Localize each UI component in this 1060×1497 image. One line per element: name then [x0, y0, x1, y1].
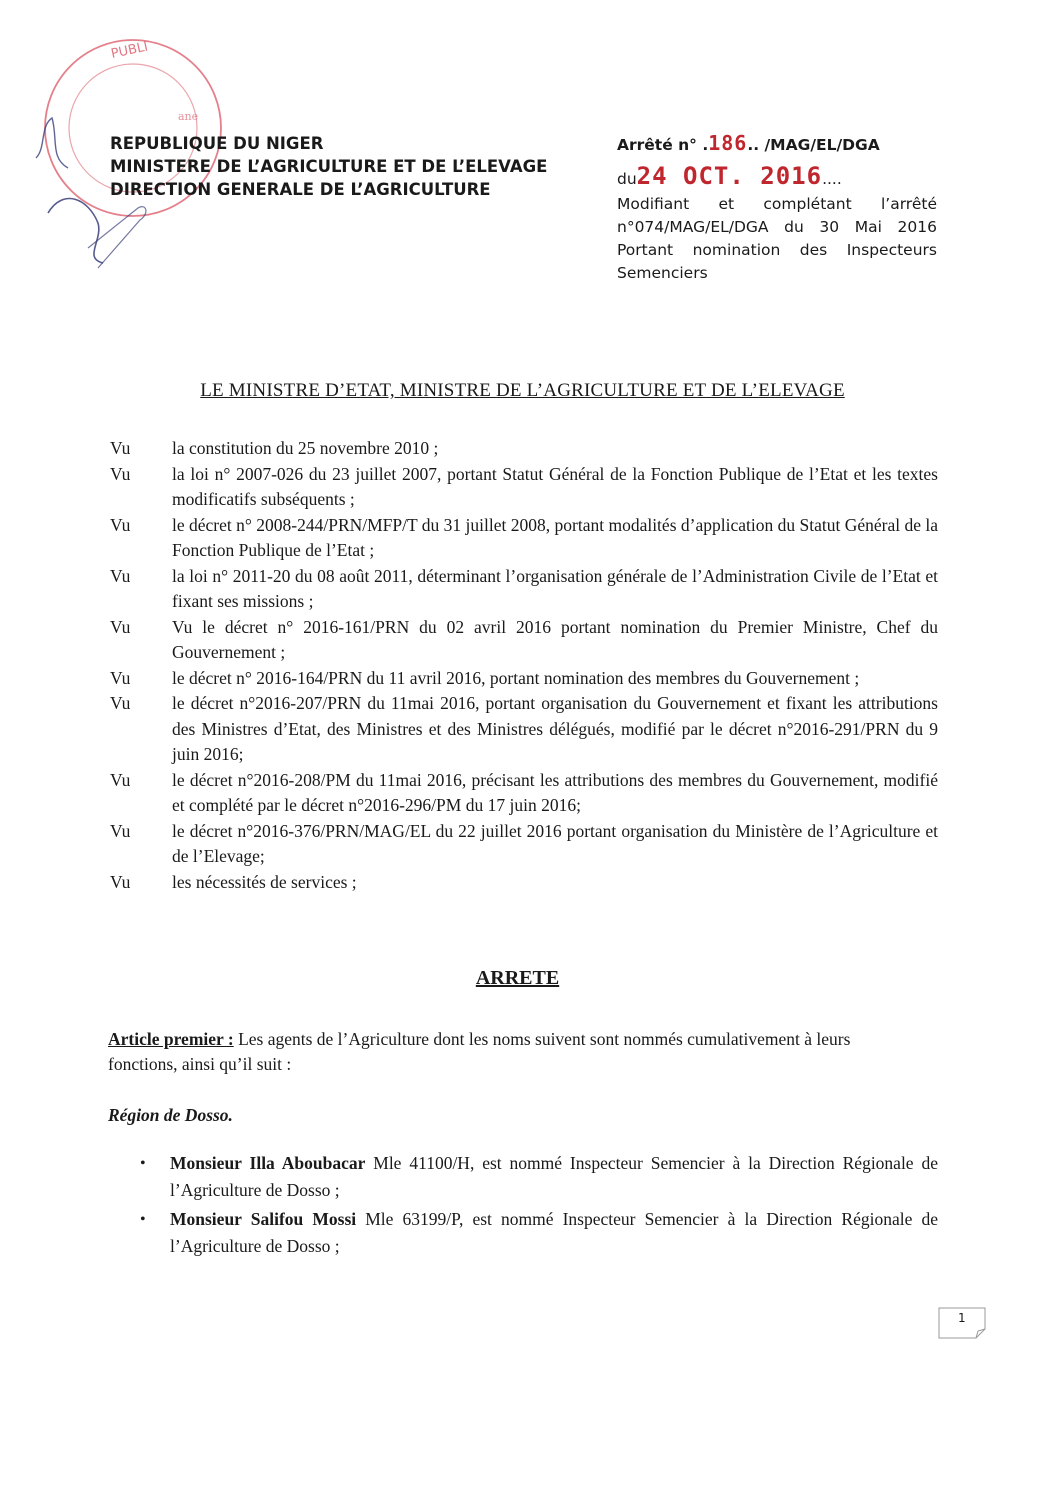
consideration-item: [110, 436, 938, 462]
consideration-text: le décret n°2016-208/PM du 11mai 2016, précisant les attributions des membres du Gouvernement, modifié et complété par le décret n°2016-296/PM du 17 juin 2016;: [172, 769, 938, 815]
svg-text:PUBLI: PUBLI: [109, 39, 150, 62]
appointment-text: [170, 1206, 938, 1260]
consideration-item: [110, 666, 938, 692]
consideration-label: Vu: [110, 820, 131, 841]
consideration-item: [110, 691, 938, 768]
article-label: Article premier :: [108, 1029, 234, 1049]
consideration-text: la loi n° 2007-026 du 23 juillet 2007, portant Statut Général de la Fonction Publique de l’Etat et les textes modificatifs subséquents ;: [172, 463, 938, 509]
consideration-item: [110, 615, 938, 666]
consideration-text: les nécessités de services ;: [172, 871, 357, 892]
appointee-name: Monsieur Illa Aboubacar: [170, 1153, 366, 1173]
bullet-icon: •: [140, 1211, 146, 1228]
consideration-label: Vu: [110, 769, 131, 790]
consideration-item: [110, 870, 938, 896]
consideration-label: Vu: [110, 514, 131, 535]
consideration-item: [110, 564, 938, 615]
page-number: 1: [958, 1311, 966, 1325]
header-ministry: MINISTERE DE L’AGRICULTURE ET DE L’ELEVAGE: [110, 157, 548, 176]
consideration-label: Vu: [110, 871, 131, 892]
decree-number-line: Arrêté n° .186.. /MAG/EL/DGA: [617, 131, 880, 155]
consideration-text: le décret n°2016-207/PRN du 11mai 2016, portant organisation du Gouvernement et fixant les attributions des Ministres d’Etat, des Ministres et des Ministres délégués, modifié par le décret n°2016-291/PRN du 9 juin 2016;: [172, 693, 938, 764]
appointment-item: [140, 1150, 938, 1204]
decree-number-prefix: Arrêté n°: [617, 136, 697, 154]
appointment-item: [140, 1206, 938, 1260]
consideration-item: [110, 462, 938, 513]
ministry-header: [110, 132, 547, 201]
bullet-icon: •: [140, 1155, 146, 1172]
article-premier: [108, 1027, 868, 1077]
consideration-label: Vu: [110, 438, 131, 458]
consideration-label: Vu: [110, 463, 131, 484]
appointee-name: Monsieur Salifou Mossi: [170, 1209, 357, 1229]
decree-subject: Modifiant et complétant l’arrêté n°074/MAG/EL/DGA du 30 Mai 2016 Portant nomination des Inspecteurs Semenciers: [617, 195, 937, 282]
appointment-text: [170, 1150, 938, 1204]
consideration-text: le décret n° 2016-164/PRN du 11 avril 2016, portant nomination des membres du Gouvernement ;: [172, 667, 860, 688]
consideration-label: Vu: [110, 693, 131, 713]
considerations-list: [110, 436, 938, 895]
consideration-text: la constitution du 25 novembre 2010 ;: [172, 438, 439, 458]
consideration-item: [110, 768, 938, 819]
appointment-detail: Mle 41100/H, est nommé Inspecteur Semencier à la Direction Régionale de l’Agriculture de Dosso ;: [170, 1153, 938, 1200]
region-heading: Région de Dosso.: [108, 1105, 233, 1125]
consideration-item: [110, 819, 938, 870]
article-text: Les agents de l’Agriculture dont les noms suivent sont nommés cumulativement à leurs fonctions, ainsi qu’il suit :: [108, 1029, 851, 1074]
decree-date-prefix: du: [617, 170, 637, 188]
consideration-text: le décret n°2016-376/PRN/MAG/EL du 22 juillet 2016 portant organisation du Ministère de l’Agriculture et de l’Elevage;: [172, 820, 938, 866]
decree-number-stamp: 186: [708, 131, 748, 155]
consideration-item: [110, 513, 938, 564]
consideration-text: la loi n° 2011-20 du 08 août 2011, déterminant l’organisation générale de l’Administration Civile de l’Etat et fixant ses missions ;: [172, 565, 938, 611]
decree-reference: [617, 132, 937, 285]
decree-date-line: du24 OCT. 2016....: [617, 162, 842, 190]
svg-text:ane: ane: [178, 110, 199, 123]
header-direction: DIRECTION GENERALE DE L’AGRICULTURE: [110, 180, 491, 199]
consideration-label: Vu: [110, 616, 131, 637]
appointments-list: [140, 1150, 938, 1262]
consideration-label: Vu: [110, 667, 131, 688]
decree-number-suffix: /MAG/EL/DGA: [764, 136, 880, 154]
consideration-label: Vu: [110, 565, 131, 586]
header-republic: REPUBLIQUE DU NIGER: [110, 134, 324, 153]
arrete-heading: ARRETE: [475, 967, 560, 989]
minister-title: LE MINISTRE D’ETAT, MINISTRE DE L’AGRICULTURE ET DE L’ELEVAGE: [200, 380, 845, 401]
consideration-text: Vu le décret n° 2016-161/PRN du 02 avril 2016 portant nomination du Premier Ministre, Chef du Gouvernement ;: [172, 616, 938, 662]
appointment-detail: Mle 63199/P, est nommé Inspecteur Semencier à la Direction Régionale de l’Agriculture de Dosso ;: [170, 1209, 938, 1256]
consideration-text: le décret n° 2008-244/PRN/MFP/T du 31 juillet 2008, portant modalités d’application du Statut Général de la Fonction Publique de l’Etat ;: [172, 514, 938, 560]
decree-date-stamp: 24 OCT. 2016: [636, 162, 823, 190]
